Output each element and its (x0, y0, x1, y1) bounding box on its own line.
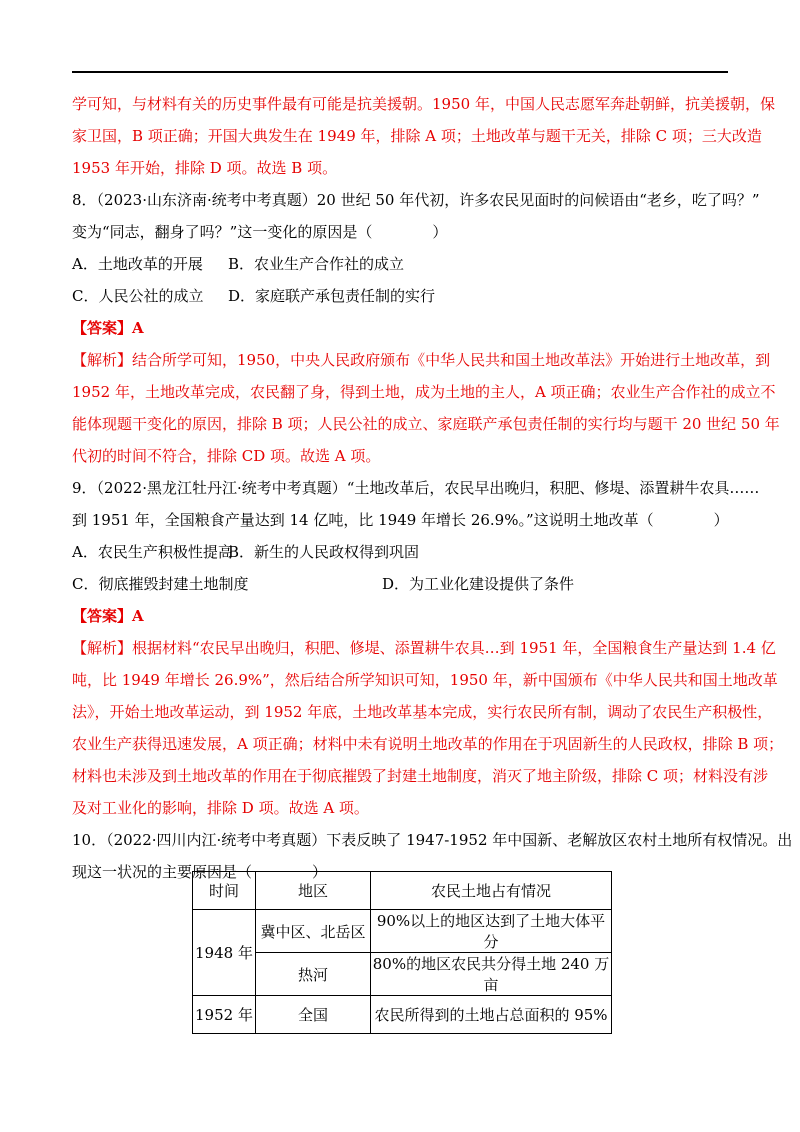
q8-options-row1 (72, 248, 732, 280)
q8-analysis-line: 能体现题干变化的原因，排除 B 项；人民公社的成立、家庭联产承包责任制的实行均与题干 20 世纪 50 年 (72, 415, 780, 433)
q8-option-a: A．土地改革的开展 (72, 255, 203, 273)
q10-stem: 10．（2022·四川内江·统考中考真题）下表反映了 1947-1952 年中国新、老解放区农村土地所有权情况。出 (72, 831, 793, 849)
q8-options-row2 (72, 280, 732, 312)
q9-stem: 到 1951 年，全国粮食产量达到 14 亿吨，比 1949 年增长 26.9%。”这说明土地改革（ ） (72, 511, 729, 529)
table-cell-year: 1952 年 (193, 996, 256, 1034)
q8-option-b: B．农业生产合作社的成立 (228, 255, 405, 273)
header-rule (72, 71, 728, 73)
prev-analysis-line: 家卫国，B 项正确；开国大典发生在 1949 年，排除 A 项；土地改革与题干无关，排除 C 项；三大改造 (72, 127, 762, 145)
table-header-row (193, 872, 612, 910)
q9-option-c: C．彻底摧毁封建土地制度 (72, 575, 249, 593)
table-cell-info: 80%的地区农民共分得土地 240 万亩 (371, 953, 612, 996)
q9-option-d: D．为工业化建设提供了条件 (382, 575, 575, 593)
q9-option-b: B．新生的人民政权得到巩固 (228, 543, 420, 561)
q8-analysis-line: 【解析】结合所学可知，1950，中央人民政府颁布《中华人民共和国土地改革法》开始进行土地改革，到 (72, 351, 771, 369)
table-cell-info: 农民所得到的土地占总面积的 95% (371, 996, 612, 1034)
prev-analysis-line: 学可知，与材料有关的历史事件最有可能是抗美援朝。1950 年，中国人民志愿军奔赴朝鲜，抗美援朝，保 (72, 95, 775, 113)
table-row (193, 953, 612, 996)
q8-option-d: D．家庭联产承包责任制的实行 (228, 287, 436, 305)
q8-analysis-line: 1952 年，土地改革完成，农民翻了身，得到土地，成为土地的主人，A 项正确；农业生产合作社的成立不 (72, 383, 776, 401)
q8-answer: 【答案】A (72, 319, 144, 337)
q9-analysis-line: 吨，比 1949 年增长 26.9%”，然后结合所学知识可知，1950 年，新中国颁布《中华人民共和国土地改革 (72, 671, 778, 689)
q8-option-c: C．人民公社的成立 (72, 287, 204, 305)
q9-options-row1 (72, 536, 732, 568)
q9-analysis-line: 【解析】根据材料“农民早出晚归，积肥、修堤、添置耕牛农具…到 1951 年，全国粮食生产量达到 1.4 亿 (72, 639, 776, 657)
q9-options-row2 (72, 568, 732, 600)
table-row (193, 996, 612, 1034)
q9-stem: 9．（2022·黑龙江牡丹江·统考中考真题）“土地改革后，农民早出晚归，积肥、修堤、添置耕牛农具…… (72, 479, 760, 497)
table-cell-info: 90%以上的地区达到了土地大体平分 (371, 910, 612, 953)
q9-analysis-line: 材料也未涉及到土地改革的作用在于彻底摧毁了封建土地制度，消灭了地主阶级，排除 C 项；材料没有涉 (72, 767, 769, 785)
q8-stem: 8．（2023·山东济南·统考中考真题）20 世纪 50 年代初，许多农民见面时的问候语由“老乡，吃了吗？” (72, 191, 760, 209)
q10-stem: 现这一状况的主要原因是（ ） (72, 863, 328, 881)
table-row (193, 910, 612, 953)
q8-stem: 变为“同志，翻身了吗？”这一变化的原因是（ ） (72, 223, 448, 241)
table-header-cell: 农民土地占有情况 (371, 872, 612, 910)
q9-analysis-line: 法》，开始土地改革运动，到 1952 年底，土地改革基本完成，实行农民所有制，调动了农民生产积极性， (72, 703, 773, 721)
document-body (72, 88, 793, 888)
q8-analysis-line: 代初的时间不符合，排除 CD 项。故选 A 项。 (72, 447, 381, 465)
q9-analysis-line: 及对工业化的影响，排除 D 项。故选 A 项。 (72, 799, 369, 817)
prev-analysis-line: 1953 年开始，排除 D 项。故选 B 项。 (72, 159, 338, 177)
table-header-cell: 时间 (193, 872, 256, 910)
table-cell-region: 冀中区、北岳区 (256, 910, 371, 953)
table-header-cell: 地区 (256, 872, 371, 910)
q9-analysis-line: 农业生产获得迅速发展，A 项正确；材料中未有说明土地改革的作用在于巩固新生的人民政权，排除 B 项； (72, 735, 784, 753)
table-cell-region: 热河 (256, 953, 371, 996)
q9-answer: 【答案】A (72, 607, 144, 625)
land-ownership-table (192, 871, 612, 1034)
table-cell-region: 全国 (256, 996, 371, 1034)
q9-option-a: A．农民生产积极性提高 (72, 543, 233, 561)
table-cell-year: 1948 年 (193, 910, 256, 996)
